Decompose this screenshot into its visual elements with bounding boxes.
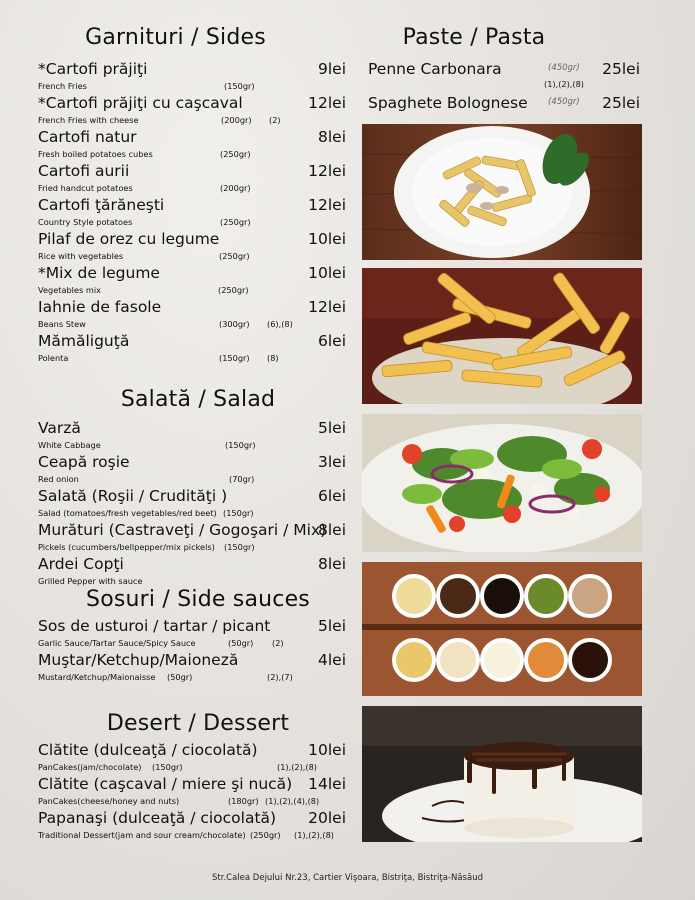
menu-item [38, 298, 346, 328]
item-price: 6lei [317, 332, 346, 350]
item-weight: (200gr) [220, 183, 251, 193]
item-price: 10lei [308, 741, 346, 759]
item-weight: (70gr) [229, 474, 255, 484]
item-description: Vegetables mix [38, 285, 101, 295]
section-title-sides: Garnituri / Sides [85, 25, 266, 50]
item-weight: (180gr) [228, 796, 259, 806]
item-description: French Fries with cheese [38, 115, 139, 125]
menu-item [38, 741, 346, 771]
item-name: Penne Carbonara [368, 60, 502, 78]
item-price: 25lei [602, 94, 640, 112]
menu-item [38, 94, 346, 124]
item-allergens: (1),(2),(8) [544, 79, 584, 89]
item-weight: (150gr) [225, 440, 256, 450]
item-description: Salad (tomatoes/fresh vegetables/red beet) [38, 508, 217, 518]
item-description: Beans Stew [38, 319, 86, 329]
item-weight: (150gr) [224, 81, 255, 91]
item-weight: (450gr) [548, 63, 580, 73]
menu-item [38, 128, 346, 158]
footer-address: Str.Calea Dejului Nr.23, Cartier Vişoara, Bistriţa, Bistriţa-Năsăud [212, 873, 483, 883]
item-description: White Cabbage [38, 440, 101, 450]
item-description: PanCakes(jam/chocolate) [38, 762, 142, 772]
item-description: Mustard/Ketchup/Maionaisse [38, 672, 156, 682]
menu-item [38, 617, 346, 647]
item-weight: (50gr) [167, 672, 193, 682]
item-price: 8lei [317, 555, 346, 573]
item-allergens: (1),(2),(8) [294, 830, 334, 840]
item-name: Salată (Roşii / Crudităţi ) [38, 487, 228, 505]
item-description: Fried handcut potatoes [38, 183, 133, 193]
menu-item [38, 521, 346, 551]
item-price: 3lei [317, 453, 346, 471]
menu-item [38, 264, 346, 294]
item-name: Varză [38, 419, 81, 437]
item-allergens: (2) [272, 638, 284, 648]
menu-item [368, 60, 640, 92]
item-price: 12lei [308, 94, 346, 112]
item-description: Polenta [38, 353, 69, 363]
item-name: *Mix de legume [38, 264, 160, 282]
item-allergens: (8) [267, 353, 279, 363]
item-description: French Fries [38, 81, 87, 91]
item-price: 20lei [308, 809, 346, 827]
item-name: Cartofi ţărăneşti [38, 196, 165, 214]
item-price: 12lei [308, 162, 346, 180]
item-allergens: (2),(7) [267, 672, 293, 682]
menu-item [38, 487, 346, 517]
item-price: 10lei [308, 230, 346, 248]
pasta-photo [362, 124, 642, 260]
item-price: 5lei [317, 617, 346, 635]
dessert-photo [362, 706, 642, 842]
item-allergens: (1),(2),(8) [277, 762, 317, 772]
item-price: 5lei [317, 419, 346, 437]
section-title-sauces: Sosuri / Side sauces [86, 587, 310, 612]
fries-photo [362, 268, 642, 404]
menu-item [38, 453, 346, 483]
item-name: Ceapă roşie [38, 453, 130, 471]
item-weight: (250gr) [218, 285, 249, 295]
item-price: 12lei [308, 298, 346, 316]
item-price: 4lei [317, 651, 346, 669]
section-title-pasta: Paste / Pasta [402, 25, 546, 50]
item-description: Rice with vegetables [38, 251, 124, 261]
item-name: Papanaşi (dulceaţă / ciocolată) [38, 809, 277, 827]
salad-photo [362, 414, 642, 552]
item-description: Traditional Dessert(jam and sour cream/chocolate) [38, 830, 246, 840]
item-description: Pickels (cucumbers/bellpepper/mix pickels) [38, 542, 215, 552]
item-price: 8lei [317, 521, 346, 539]
item-name: Iahnie de fasole [38, 298, 162, 316]
item-price: 12lei [308, 196, 346, 214]
item-name: Clătite (caşcaval / miere şi nucă) [38, 775, 293, 793]
item-name: Pilaf de orez cu legume [38, 230, 220, 248]
item-name: Murături (Castraveţi / Gogoşari / Mix) [38, 521, 327, 539]
item-description: Red onion [38, 474, 79, 484]
item-weight: (50gr) [228, 638, 254, 648]
sauces-photo [362, 562, 642, 696]
menu-item [38, 651, 346, 681]
item-weight: (250gr) [250, 830, 281, 840]
item-weight: (250gr) [219, 251, 250, 261]
item-description: PanCakes(cheese/honey and nuts) [38, 796, 180, 806]
item-weight: (150gr) [152, 762, 183, 772]
menu-item [38, 196, 346, 226]
menu-item [38, 60, 346, 90]
item-price: 25lei [602, 60, 640, 78]
item-weight: (150gr) [219, 353, 250, 363]
item-description: Grilled Pepper with sauce [38, 576, 143, 586]
item-description: Country Style potatoes [38, 217, 133, 227]
item-description: Fresh boiled potatoes cubes [38, 149, 153, 159]
item-weight: (300gr) [219, 319, 250, 329]
item-price: 8lei [317, 128, 346, 146]
item-name: Spaghete Bolognese [368, 94, 528, 112]
menu-item [368, 94, 640, 118]
item-allergens: (1),(2),(4),(8) [265, 796, 320, 806]
item-name: *Cartofi prăjiţi cu caşcaval [38, 94, 243, 112]
menu-item [38, 230, 346, 260]
item-allergens: (2) [269, 115, 281, 125]
menu-item [38, 419, 346, 449]
item-weight: (250gr) [220, 149, 251, 159]
section-title-salad: Salată / Salad [120, 387, 276, 412]
menu-item [38, 332, 346, 362]
item-price: 10lei [308, 264, 346, 282]
item-weight: (150gr) [224, 542, 255, 552]
item-weight: (250gr) [220, 217, 251, 227]
menu-item [38, 555, 346, 585]
menu-item [38, 809, 346, 839]
item-price: 6lei [317, 487, 346, 505]
item-allergens: (6),(8) [267, 319, 293, 329]
item-name: Clătite (dulceaţă / ciocolată) [38, 741, 258, 759]
item-name: Cartofi natur [38, 128, 137, 146]
item-name: Ardei Copţi [38, 555, 124, 573]
item-price: 9lei [317, 60, 346, 78]
item-name: Mămăliguţă [38, 332, 130, 350]
item-name: Sos de usturoi / tartar / picant [38, 617, 271, 635]
section-title-dessert: Desert / Dessert [106, 711, 290, 736]
menu-item [38, 775, 346, 805]
item-name: Muştar/Ketchup/Maioneză [38, 651, 239, 669]
item-name: *Cartofi prăjiţi [38, 60, 148, 78]
menu-item [38, 162, 346, 192]
item-weight: (450gr) [548, 97, 580, 107]
item-weight: (150gr) [223, 508, 254, 518]
item-name: Cartofi aurii [38, 162, 130, 180]
item-price: 14lei [308, 775, 346, 793]
item-weight: (200gr) [221, 115, 252, 125]
item-description: Garlic Sauce/Tartar Sauce/Spicy Sauce [38, 638, 196, 648]
